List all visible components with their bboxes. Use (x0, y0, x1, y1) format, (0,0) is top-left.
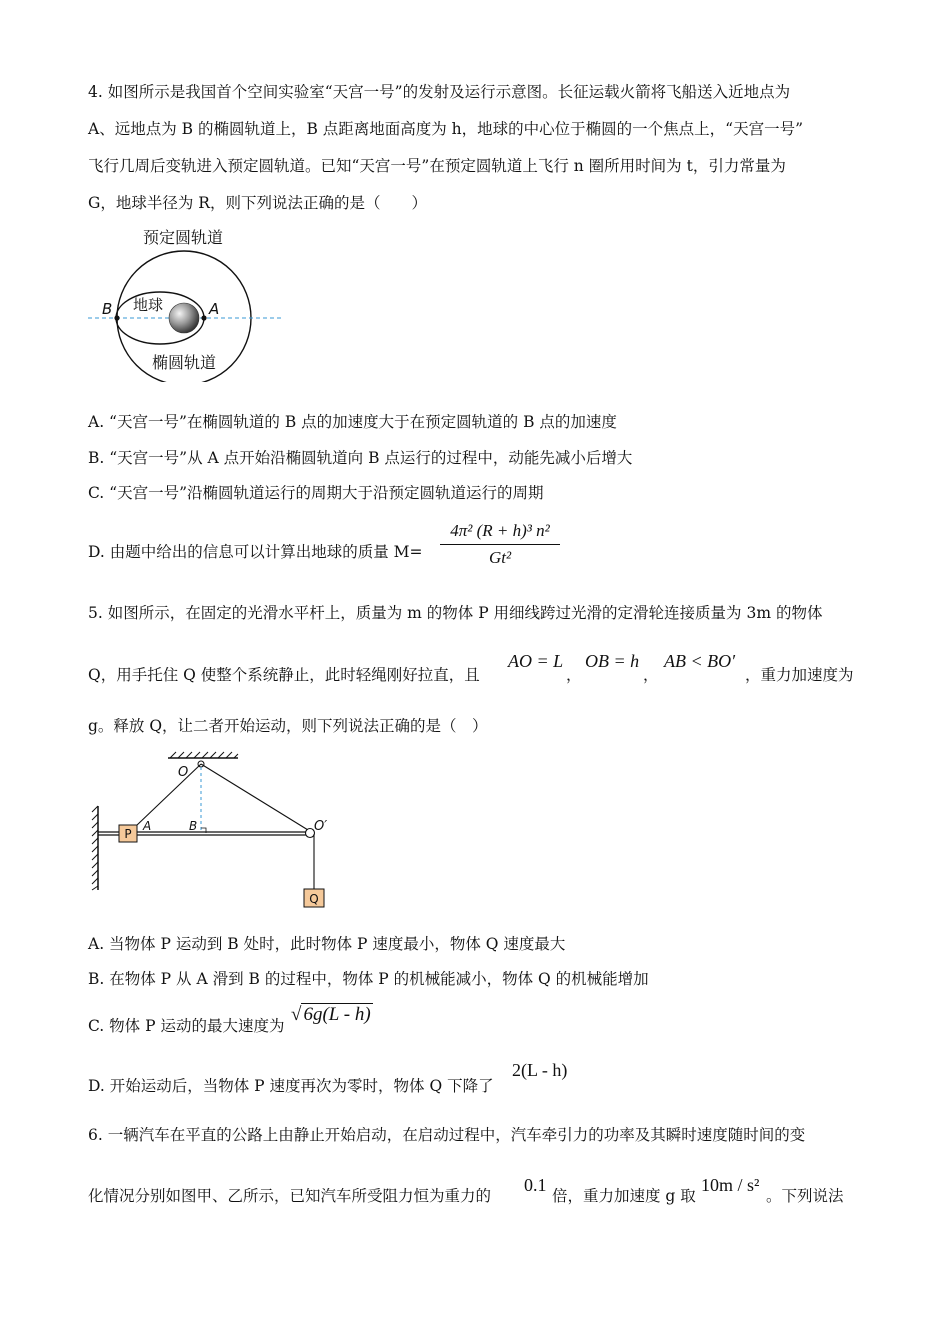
block-q-label: Q (309, 892, 319, 906)
earth-label: 地球 (133, 296, 164, 314)
label-o: O (178, 765, 189, 780)
formula-numerator: 4π² (R + h)³ n² (450, 521, 550, 540)
q5-line-2: Q，用手托住 Q 使整个系统静止，此时轻绳刚好拉直，且 (88, 666, 480, 684)
circle-orbit-label: 预定圆轨道 (142, 228, 224, 247)
eq-ab: AB < BO′ (664, 651, 736, 671)
q6-ratio: 0.1 (524, 1175, 547, 1195)
eq-ao: AO = L (508, 651, 564, 671)
q6-line-1: 6. 一辆汽车在平直的公路上由静止开始启动，在启动过程中，汽车牵引力的功率及其瞬时速度随时间的变 (88, 1126, 806, 1144)
string-oo2 (201, 764, 308, 830)
string-ao (136, 764, 201, 826)
q4-mass-formula (440, 520, 560, 569)
q4-line-4: G，地球半径为 R，则下列说法正确的是（ ） (88, 194, 427, 212)
q6-line-2: 化情况分别如图甲、乙所示，已知汽车所受阻力恒为重力的 (88, 1187, 492, 1205)
eq-ob: OB = h (585, 651, 640, 671)
q6-line-2-end: 。下列说法 (766, 1187, 844, 1205)
q5-line-2-end: ，重力加速度为 (745, 666, 854, 684)
q5-option-a[interactable]: A. 当物体 P 运动到 B 处时，此时物体 P 速度最小，物体 Q 速度最大 (88, 935, 566, 953)
q4-line-2: A、远地点为 B 的椭圆轨道上，B 点距离地面高度为 h，地球的中心位于椭圆的一个焦点上，“天宫一号” (88, 120, 804, 138)
q5-pulley-figure (88, 748, 338, 918)
q6-g-value: 10m / s² (701, 1175, 760, 1195)
q4-line-3: 飞行几周后变轨进入预定圆轨道。已知“天宫一号”在预定圆轨道上飞行 n 圈所用时间为 t，引力常量为 (88, 157, 786, 175)
block-p-label: P (124, 827, 132, 841)
q5-d-value: 2(L - h) (512, 1060, 568, 1080)
ceiling-hatch (170, 752, 238, 758)
q4-option-d[interactable]: D. 由题中给出的信息可以计算出地球的质量 M= (88, 543, 423, 561)
earth-icon (169, 303, 199, 333)
q6-line-2-mid: 倍，重力加速度 g 取 (552, 1187, 696, 1205)
ellipse-orbit-label: 椭圆轨道 (151, 353, 217, 372)
sqrt-radicand: 6g(L - h) (303, 1004, 371, 1025)
eq-sep-2: ， (643, 666, 659, 684)
q4-option-b[interactable]: B. “天宫一号”从 A 点开始沿椭圆轨道向 B 点运行的过程中，动能先减小后增大 (88, 449, 633, 467)
point-b-dot (114, 315, 119, 320)
q5-line-3: g。释放 Q，让二者开始运动，则下列说法正确的是（ ） (88, 717, 488, 735)
q5-option-c[interactable]: C. 物体 P 运动的最大速度为 (88, 1017, 285, 1035)
label-a: A (143, 819, 152, 833)
wall-hatch (92, 806, 98, 890)
sqrt-expression (291, 1004, 373, 1026)
fraction-bar (440, 544, 560, 545)
q5-option-d[interactable]: D. 开始运动后，当物体 P 速度再次为零时，物体 Q 下降了 (88, 1077, 494, 1095)
q5-option-b[interactable]: B. 在物体 P 从 A 滑到 B 的过程中，物体 P 的机械能减小，物体 Q 的机械能增加 (88, 970, 649, 988)
q4-option-a[interactable]: A. “天宫一号”在椭圆轨道的 B 点的加速度大于在预定圆轨道的 B 点的加速度 (88, 413, 617, 431)
sqrt-icon: √ (291, 1004, 302, 1025)
point-b-label: B (102, 300, 113, 318)
q4-orbit-figure (85, 222, 295, 382)
point-a-label: A (209, 300, 220, 318)
point-a-dot (201, 315, 206, 320)
eq-sep-1: ， (566, 666, 582, 684)
formula-denominator: Gt² (488, 548, 512, 567)
label-b: B (189, 819, 198, 833)
q4-line-1: 4. 如图所示是我国首个空间实验室“天宫一号”的发射及运行示意图。长征运载火箭将飞船送入近地点为 (88, 83, 791, 101)
q4-option-c[interactable]: C. “天宫一号”沿椭圆轨道运行的周期大于沿预定圆轨道运行的周期 (88, 484, 544, 502)
label-o-prime: O′ (314, 819, 328, 834)
q5-line-1: 5. 如图所示，在固定的光滑水平杆上，质量为 m 的物体 P 用细线跨过光滑的定滑轮连接质量为 3m 的物体 (88, 604, 823, 622)
